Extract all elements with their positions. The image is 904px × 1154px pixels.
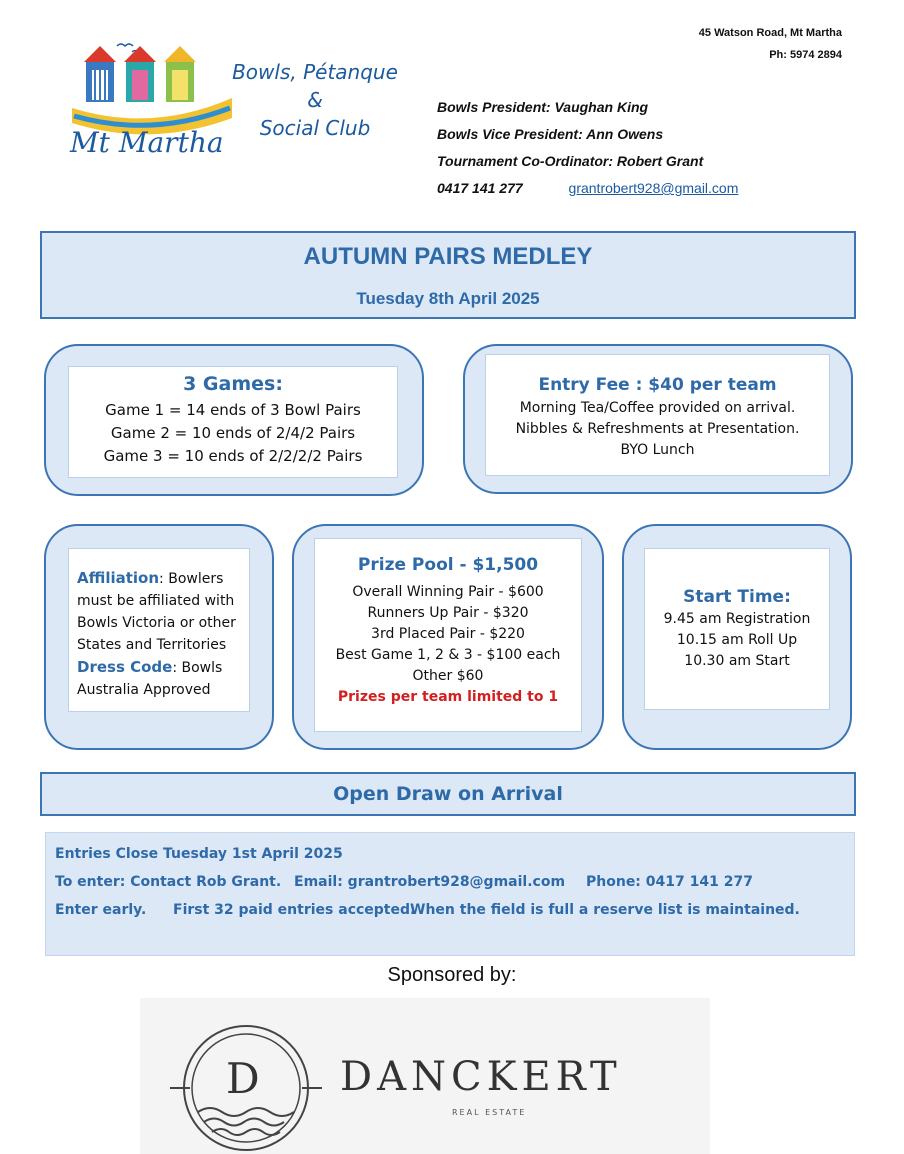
start-time-line-1: 9.45 am Registration bbox=[663, 611, 811, 627]
address-line: 45 Watson Road, Mt Martha bbox=[698, 27, 842, 39]
coordinator-phone: 0417 141 277 bbox=[437, 180, 523, 196]
club-name-line1: Bowls, Pétanque bbox=[232, 60, 398, 84]
club-logo bbox=[62, 38, 242, 178]
entries-box bbox=[45, 832, 855, 956]
entry-fee-line-1: Morning Tea/Coffee provided on arrival. bbox=[519, 400, 796, 416]
games-panel bbox=[44, 344, 424, 496]
event-title-box bbox=[40, 231, 856, 319]
games-line-3: Game 3 = 10 ends of 2/2/2/2 Pairs bbox=[103, 447, 363, 465]
start-time-line-3: 10.30 am Start bbox=[684, 653, 790, 669]
entries-limit: First 32 paid entries accepted. bbox=[173, 902, 416, 918]
entries-close: Entries Close Tuesday 1st April 2025 bbox=[55, 846, 343, 862]
dress-code-text: : Bowls Australia Approved bbox=[77, 660, 223, 698]
coordinator-contact bbox=[437, 175, 738, 202]
entry-fee-heading: Entry Fee : $40 per team bbox=[538, 375, 777, 395]
prize-pool-panel bbox=[292, 524, 604, 750]
start-time-card bbox=[644, 548, 830, 710]
prize-line-4: Best Game 1, 2 & 3 - $100 each bbox=[335, 647, 561, 663]
vice-president: Bowls Vice President: Ann Owens bbox=[437, 126, 664, 142]
sponsor-label: Sponsored by: bbox=[387, 964, 517, 986]
start-time-panel bbox=[622, 524, 852, 750]
prize-line-1: Overall Winning Pair - $600 bbox=[352, 584, 544, 600]
club-name-line3: Social Club bbox=[259, 116, 371, 140]
entry-fee-line-2: Nibbles & Refreshments at Presentation. bbox=[515, 421, 800, 437]
sponsor-name: DANCKERT bbox=[340, 1054, 622, 1100]
entries-phone: Phone: 0417 141 277 bbox=[586, 874, 753, 890]
start-time-line-2: 10.15 am Roll Up bbox=[676, 632, 798, 648]
event-date: Tuesday 8th April 2025 bbox=[356, 289, 540, 308]
games-line-2: Game 2 = 10 ends of 2/4/2 Pairs bbox=[110, 424, 356, 442]
club-name-line2: & bbox=[307, 88, 323, 112]
affiliation-panel bbox=[44, 524, 274, 750]
president: Bowls President: Vaughan King bbox=[437, 99, 649, 115]
start-time-heading: Start Time: bbox=[683, 587, 791, 607]
entries-reserve: When the field is full a reserve list is maintained. bbox=[410, 902, 800, 918]
sponsor-logo-block bbox=[140, 998, 710, 1154]
club-address bbox=[699, 22, 842, 66]
games-heading: 3 Games: bbox=[183, 373, 283, 395]
prize-line-3: 3rd Placed Pair - $220 bbox=[371, 626, 525, 642]
open-draw-box bbox=[40, 772, 856, 816]
games-line-1: Game 1 = 14 ends of 3 Bowl Pairs bbox=[105, 401, 361, 419]
affiliation-text: : Bowlers must be affiliated with Bowls Victoria or other States and Territories bbox=[77, 571, 236, 653]
entry-fee-panel bbox=[463, 344, 853, 494]
entries-contact: To enter: Contact Rob Grant. bbox=[55, 874, 282, 890]
games-card bbox=[68, 366, 398, 478]
coordinator: Tournament Co-Ordinator: Robert Grant bbox=[437, 153, 704, 169]
prize-line-5: Other $60 bbox=[412, 668, 484, 684]
entry-fee-line-3: BYO Lunch bbox=[620, 442, 695, 458]
prize-limit-note: Prizes per team limited to 1 bbox=[337, 689, 559, 705]
prize-pool-heading: Prize Pool - $1,500 bbox=[357, 555, 539, 575]
entries-email: Email: grantrobert928@gmail.com bbox=[294, 874, 566, 890]
club-name bbox=[230, 58, 400, 142]
affiliation-label: Affiliation bbox=[77, 569, 160, 587]
phone-line: Ph: 5974 2894 bbox=[769, 49, 842, 61]
entries-early: Enter early. bbox=[55, 902, 147, 918]
event-title: AUTUMN PAIRS MEDLEY bbox=[303, 243, 593, 270]
sponsor-logo-letter: D bbox=[226, 1054, 260, 1103]
officers-list bbox=[437, 94, 738, 202]
entry-fee-card bbox=[485, 354, 830, 476]
open-draw-text: Open Draw on Arrival bbox=[333, 783, 563, 805]
affiliation-card bbox=[68, 548, 250, 712]
logo-text: Mt Martha bbox=[70, 126, 224, 159]
sponsor-tagline: REAL ESTATE bbox=[452, 1108, 527, 1117]
prize-line-2: Runners Up Pair - $320 bbox=[367, 605, 529, 621]
prize-pool-card bbox=[314, 538, 582, 732]
coordinator-email-link[interactable]: grantrobert928@gmail.com bbox=[568, 180, 739, 196]
dress-code-label: Dress Code bbox=[77, 658, 173, 676]
